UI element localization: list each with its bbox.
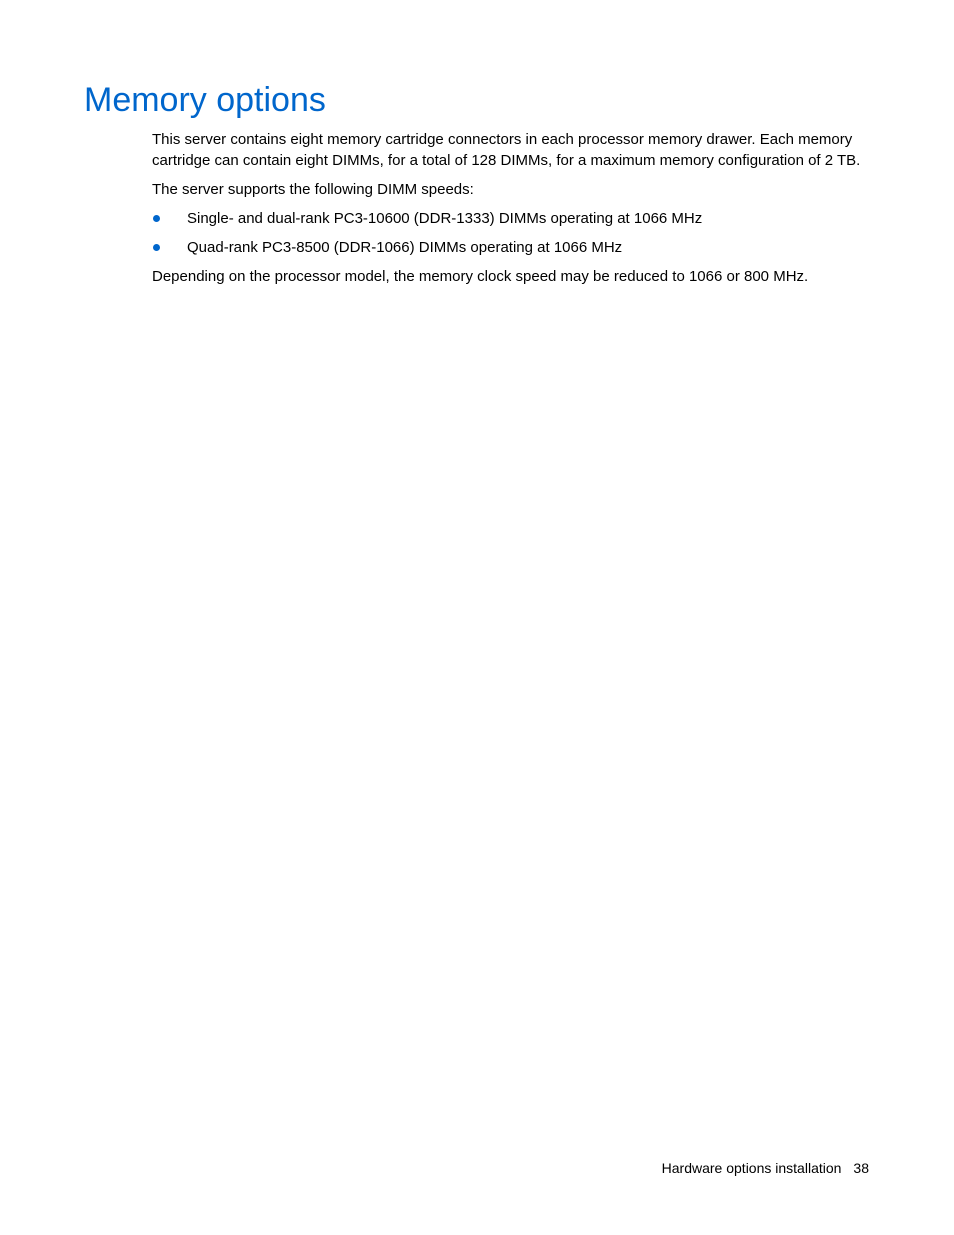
speeds-intro-paragraph: The server supports the following DIMM speeds: [152, 181, 474, 198]
footer-section-title: Hardware options installation [661, 1160, 842, 1176]
list-item-text: Single- and dual-rank PC3-10600 (DDR-1333) DIMMs operating at 1066 MHz [187, 210, 703, 227]
body-content [152, 129, 877, 295]
clock-speed-paragraph: Depending on the processor model, the memory clock speed may be reduced to 1066 or 800 MHz. [152, 268, 809, 285]
list-item-text: Quad-rank PC3-8500 (DDR-1066) DIMMs operating at 1066 MHz [187, 239, 623, 256]
page-footer [662, 1158, 869, 1178]
page-number: 38 [853, 1160, 869, 1176]
bullet-dot-icon [153, 244, 160, 251]
list-item [152, 237, 877, 258]
bullet-dot-icon [153, 215, 160, 222]
dimm-speed-list [152, 208, 877, 258]
page-title: Memory options [84, 81, 326, 119]
list-item [152, 208, 877, 229]
intro-paragraph: This server contains eight memory cartridge connectors in each processor memory drawer. Each memory cartridge can contain eight DIMMs, for a total of 128 DIMMs, for a maximum memory configuration of 2 TB. [152, 131, 861, 169]
